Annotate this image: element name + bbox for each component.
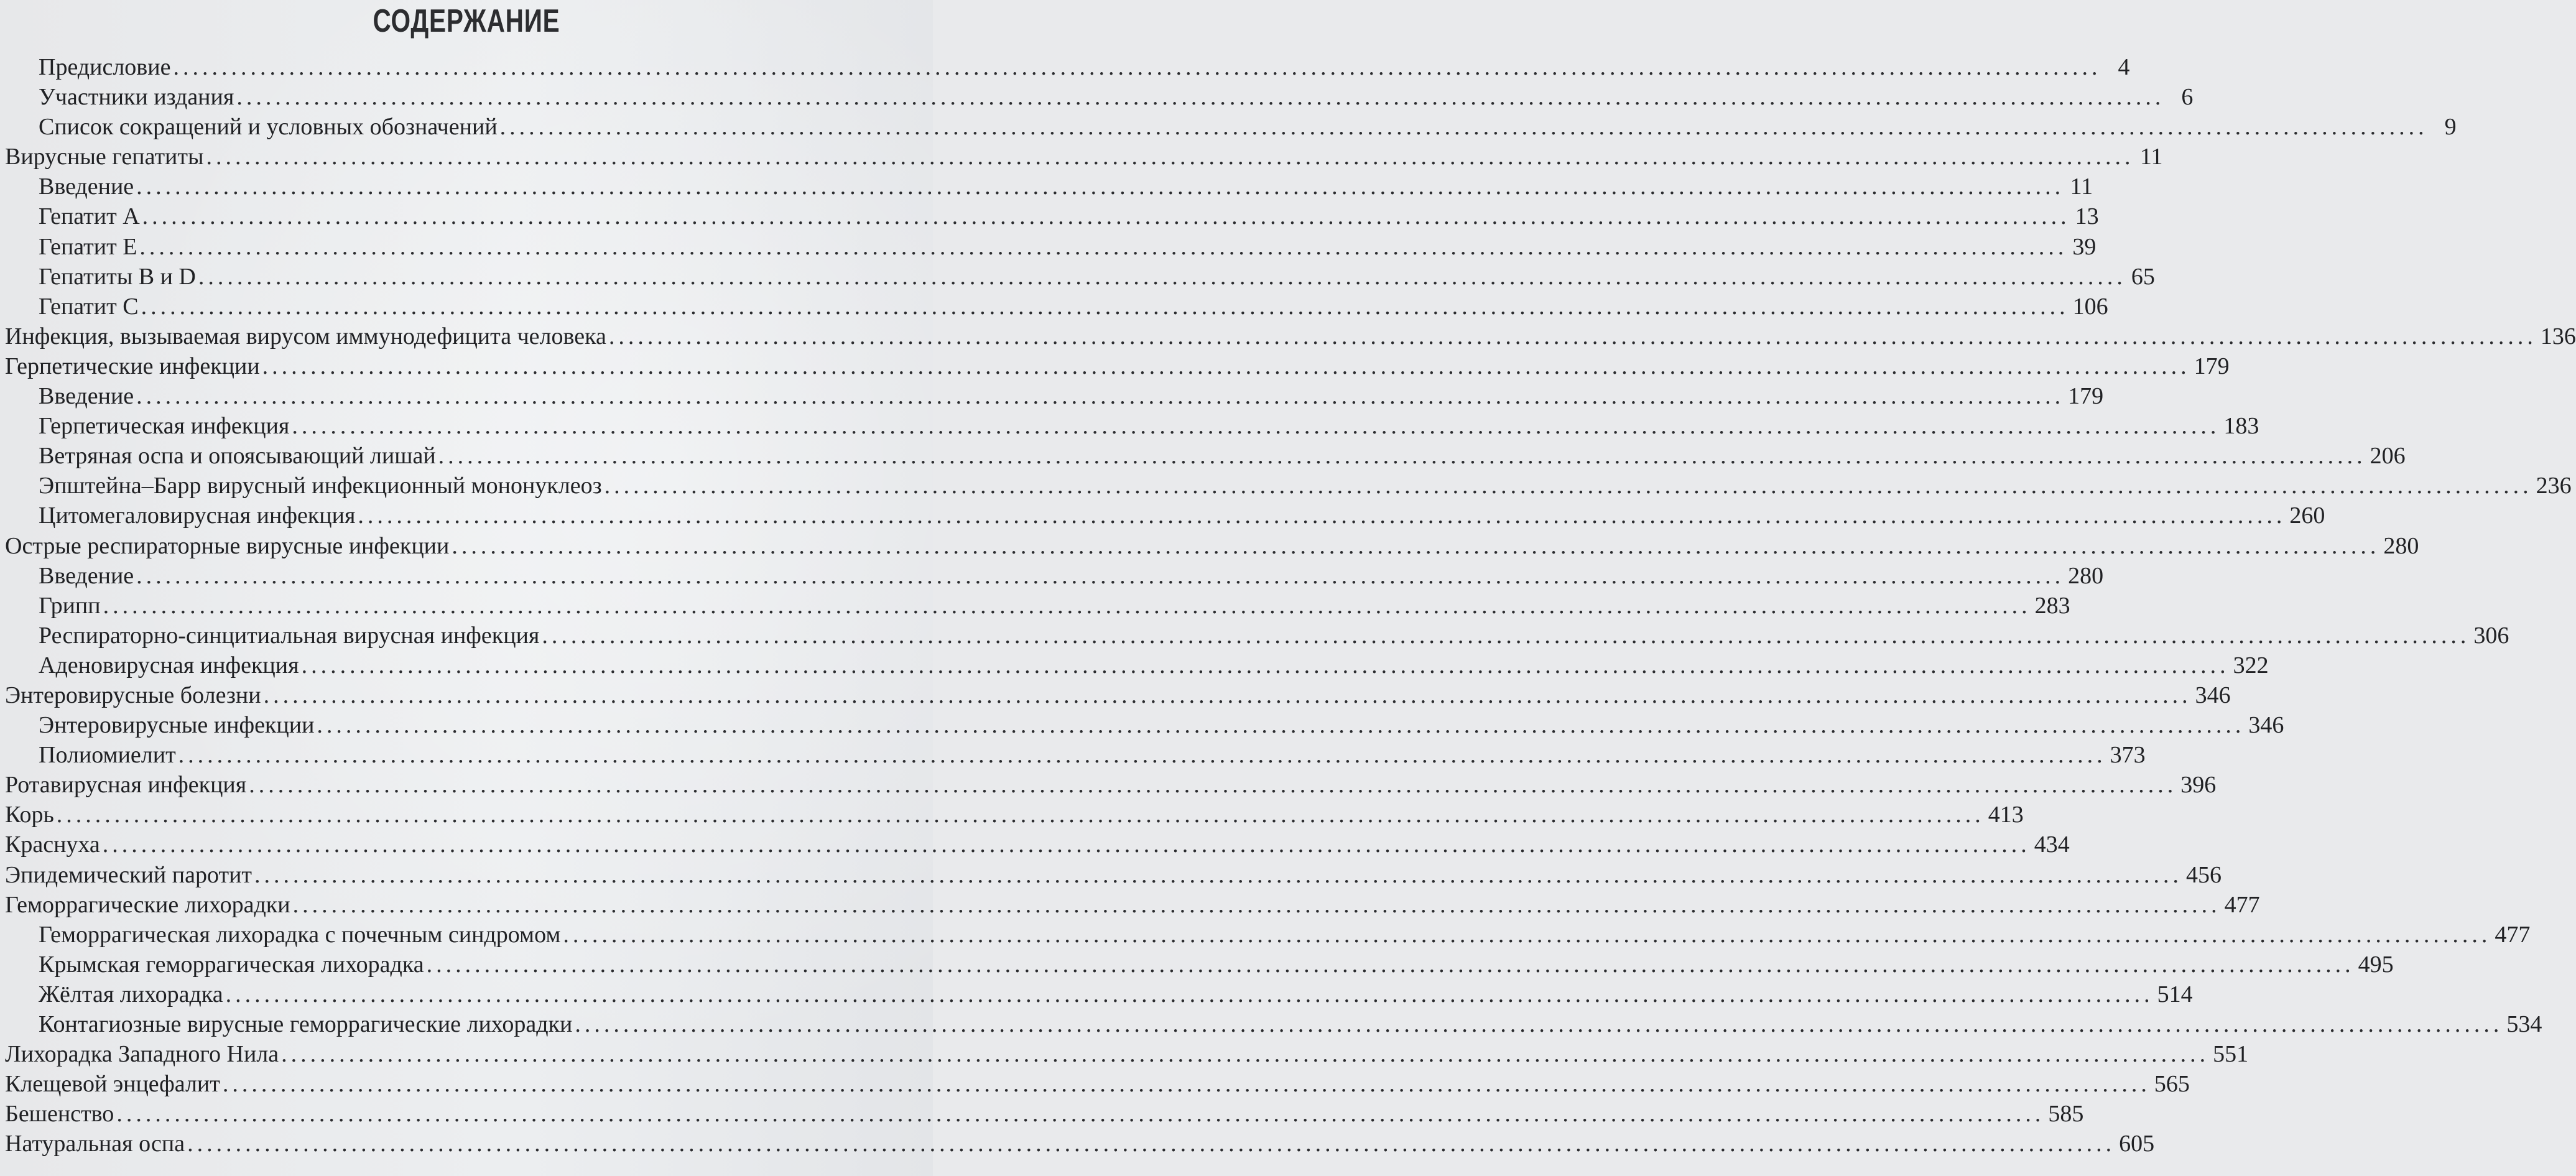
toc-entry-page-number: 4 bbox=[2118, 54, 2130, 80]
toc-entry[interactable] bbox=[5, 531, 2419, 561]
toc-entry-page-number: 322 bbox=[2233, 652, 2269, 678]
toc-entry-title: Гепатиты В и D bbox=[39, 263, 196, 290]
toc-entry[interactable] bbox=[5, 621, 2509, 651]
dot-leader: ........................................................................................................................................................................................................ bbox=[263, 682, 2192, 708]
toc-entry-title: Ротавирусная инфекция bbox=[5, 772, 247, 799]
dot-leader: ........................................................................................................................................................................................................ bbox=[102, 831, 2031, 858]
toc-entry-title: Натуральная оспа bbox=[5, 1131, 185, 1157]
toc-entry-page-number: 183 bbox=[2223, 413, 2259, 440]
toc-entry-page-number: 260 bbox=[2289, 502, 2325, 529]
toc-entry-page-number: 280 bbox=[2383, 532, 2419, 559]
toc-entry-title: Грипп bbox=[39, 592, 101, 619]
dot-leader: ........................................................................................................................................................................................................ bbox=[141, 293, 2069, 320]
toc-entry[interactable] bbox=[5, 1099, 2084, 1129]
toc-entry-page-number: 456 bbox=[2186, 861, 2222, 888]
dot-leader: ........................................................................................................................................................................................................ bbox=[542, 622, 2470, 649]
dot-leader: ........................................................................................................................................................................................................ bbox=[249, 772, 2177, 799]
dot-leader: ........................................................................................................................................................................................................ bbox=[575, 1011, 2503, 1037]
dot-leader: ........................................................................................................................................................................................................ bbox=[103, 592, 2031, 619]
toc-entry-title: Вирусные гепатиты bbox=[5, 144, 204, 170]
dot-leader: ........................................................................................................................................................................................................ bbox=[139, 233, 2068, 260]
toc-entry-title: Предисловие bbox=[39, 54, 171, 80]
toc-entry-page-number: 11 bbox=[2139, 144, 2163, 170]
toc-entry[interactable] bbox=[5, 112, 2457, 142]
dot-leader: ........................................................................................................................................................................................................ bbox=[438, 443, 2366, 470]
toc-entry[interactable] bbox=[5, 411, 2259, 441]
dot-leader: ........................................................................................................................................................................................................ bbox=[563, 921, 2491, 948]
toc-entry[interactable] bbox=[5, 82, 2194, 112]
toc-entry[interactable] bbox=[5, 262, 2155, 292]
dot-leader: ........................................................................................................................................................................................................ bbox=[178, 742, 2106, 769]
table-of-contents bbox=[5, 52, 2576, 1159]
dot-leader: ........................................................................................................................................................................................................ bbox=[198, 263, 2126, 290]
toc-entry[interactable] bbox=[5, 651, 2269, 680]
toc-entry-title: Эпидемический паротит bbox=[5, 861, 253, 888]
dot-leader: ........................................................................................................................................................................................................ bbox=[452, 532, 2380, 559]
toc-entry-page-number: 514 bbox=[2157, 981, 2193, 1007]
toc-entry-title: Острые респираторные вирусные инфекции bbox=[5, 532, 450, 559]
dot-leader: ........................................................................................................................................................................................................ bbox=[301, 652, 2230, 678]
toc-entry-page-number: 585 bbox=[2048, 1101, 2084, 1127]
toc-entry-title: Клещевой энцефалит bbox=[5, 1071, 220, 1098]
toc-entry[interactable] bbox=[5, 441, 2406, 471]
toc-entry[interactable] bbox=[5, 142, 2163, 172]
toc-entry[interactable] bbox=[5, 890, 2260, 920]
toc-entry-page-number: 236 bbox=[2536, 473, 2572, 499]
dot-leader: ........................................................................................................................................................................................................ bbox=[116, 1101, 2045, 1127]
dot-leader: ........................................................................................................................................................................................................ bbox=[254, 861, 2183, 888]
dot-leader: ........................................................................................................................................................................................................ bbox=[358, 502, 2286, 529]
toc-entry-title: Аденовирусная инфекция bbox=[39, 652, 299, 678]
dot-leader: ........................................................................................................................................................................................................ bbox=[236, 84, 2165, 111]
toc-entry[interactable] bbox=[5, 1069, 2190, 1099]
toc-entry-title: Геморрагическая лихорадка с почечным синдромом bbox=[39, 921, 561, 948]
page-title: СОДЕРЖАНИЕ bbox=[373, 3, 560, 39]
dot-leader: ........................................................................................................................................................................................................ bbox=[206, 144, 2134, 170]
toc-entry-page-number: 179 bbox=[2068, 383, 2104, 410]
toc-entry-title: Список сокращений и условных обозначений bbox=[39, 114, 498, 141]
toc-entry-title: Цитомегаловирусная инфекция bbox=[39, 502, 356, 529]
toc-entry-title: Корь bbox=[5, 802, 54, 828]
toc-entry[interactable] bbox=[5, 740, 2146, 770]
dot-leader: ........................................................................................................................................................................................................ bbox=[222, 1071, 2151, 1098]
dot-leader: ........................................................................................................................................................................................................ bbox=[608, 323, 2537, 350]
dot-leader: ........................................................................................................................................................................................................ bbox=[426, 951, 2355, 978]
toc-entry-title: Участники издания bbox=[39, 84, 234, 111]
toc-entry-title: Лихорадка Западного Нила bbox=[5, 1041, 279, 1068]
toc-entry[interactable] bbox=[5, 381, 2104, 411]
toc-entry-title: Введение bbox=[39, 174, 134, 200]
toc-entry-page-number: 9 bbox=[2444, 114, 2457, 141]
toc-entry[interactable] bbox=[5, 52, 2130, 82]
toc-entry-page-number: 373 bbox=[2110, 742, 2146, 769]
toc-entry-title: Контагиозные вирусные геморрагические лихорадки bbox=[39, 1011, 573, 1037]
toc-entry-page-number: 346 bbox=[2195, 682, 2231, 708]
toc-entry-page-number: 179 bbox=[2194, 353, 2230, 379]
toc-entry[interactable] bbox=[5, 1129, 2155, 1159]
dot-leader: ........................................................................................................................................................................................................ bbox=[136, 383, 2065, 410]
dot-leader: ........................................................................................................................................................................................................ bbox=[225, 981, 2154, 1007]
toc-entry-page-number: 346 bbox=[2248, 712, 2284, 739]
toc-entry-page-number: 396 bbox=[2180, 772, 2217, 799]
dot-leader: ........................................................................................................................................................................................................ bbox=[173, 54, 2101, 80]
toc-entry[interactable] bbox=[5, 800, 2024, 830]
toc-entry-title: Инфекция, вызываемая вирусом иммунодефицита человека bbox=[5, 323, 606, 350]
toc-entry-title: Гепатит А bbox=[39, 203, 140, 230]
toc-entry[interactable] bbox=[5, 232, 2096, 262]
dot-leader: ........................................................................................................................................................................................................ bbox=[136, 174, 2065, 200]
toc-entry-title: Энтеровирусные инфекции bbox=[39, 712, 315, 739]
toc-entry[interactable] bbox=[5, 201, 2099, 231]
toc-entry-page-number: 477 bbox=[2495, 921, 2531, 948]
toc-entry-title: Бешенство bbox=[5, 1101, 114, 1127]
toc-entry-title: Ветряная оспа и опоясывающий лишай bbox=[39, 443, 436, 470]
toc-entry[interactable] bbox=[5, 770, 2217, 800]
toc-entry[interactable] bbox=[5, 710, 2284, 740]
toc-entry-page-number: 136 bbox=[2540, 323, 2576, 350]
toc-entry-title: Введение bbox=[39, 383, 134, 410]
toc-entry-title: Герпетическая инфекция bbox=[39, 413, 290, 440]
toc-entry-title: Герпетические инфекции bbox=[5, 353, 260, 379]
toc-entry-title: Гепатит С bbox=[39, 293, 139, 320]
dot-leader: ........................................................................................................................................................................................................ bbox=[187, 1131, 2116, 1157]
toc-entry-title: Введение bbox=[39, 562, 134, 589]
dot-leader: ........................................................................................................................................................................................................ bbox=[142, 203, 2070, 230]
toc-entry[interactable] bbox=[5, 1039, 2249, 1069]
toc-entry-page-number: 206 bbox=[2370, 443, 2406, 470]
toc-entry-page-number: 65 bbox=[2131, 263, 2155, 290]
toc-entry-page-number: 11 bbox=[2070, 174, 2093, 200]
toc-entry[interactable] bbox=[5, 680, 2231, 710]
toc-entry-title: Краснуха bbox=[5, 831, 100, 858]
dot-leader: ........................................................................................................................................................................................................ bbox=[56, 802, 1985, 828]
toc-entry-title: Геморрагические лихорадки bbox=[5, 891, 290, 918]
toc-entry[interactable] bbox=[5, 860, 2222, 890]
toc-entry[interactable] bbox=[5, 322, 2576, 351]
toc-entry[interactable] bbox=[5, 561, 2104, 591]
dot-leader: ........................................................................................................................................................................................................ bbox=[262, 353, 2190, 379]
toc-entry[interactable] bbox=[5, 920, 2531, 950]
toc-entry-title: Крымская геморрагическая лихорадка bbox=[39, 951, 424, 978]
toc-entry-page-number: 565 bbox=[2154, 1071, 2190, 1098]
toc-entry-page-number: 280 bbox=[2068, 562, 2104, 589]
dot-leader: ........................................................................................................................................................................................................ bbox=[281, 1041, 2210, 1068]
toc-entry-page-number: 39 bbox=[2072, 233, 2096, 260]
toc-entry[interactable] bbox=[5, 351, 2230, 381]
toc-entry[interactable] bbox=[5, 591, 2070, 621]
toc-entry-title: Энтеровирусные болезни bbox=[5, 682, 261, 708]
dot-leader: ........................................................................................................................................................................................................ bbox=[292, 413, 2220, 440]
toc-entry-title: Респираторно-синцитиальная вирусная инфекция bbox=[39, 622, 540, 649]
toc-entry-page-number: 6 bbox=[2181, 84, 2194, 111]
toc-entry[interactable] bbox=[5, 172, 2093, 201]
toc-entry-page-number: 13 bbox=[2075, 203, 2099, 230]
dot-leader: ........................................................................................................................................................................................................ bbox=[604, 473, 2532, 499]
dot-leader: ........................................................................................................................................................................................................ bbox=[317, 712, 2245, 739]
toc-entry[interactable] bbox=[5, 950, 2394, 979]
toc-entry[interactable] bbox=[5, 501, 2325, 530]
toc-entry-page-number: 605 bbox=[2119, 1131, 2155, 1157]
toc-entry[interactable] bbox=[5, 979, 2193, 1009]
toc-entry-page-number: 534 bbox=[2506, 1011, 2542, 1037]
toc-entry-title: Гепатит Е bbox=[39, 233, 137, 260]
dot-leader: ........................................................................................................................................................................................................ bbox=[136, 562, 2065, 589]
toc-entry[interactable] bbox=[5, 292, 2108, 322]
toc-entry-page-number: 477 bbox=[2224, 891, 2260, 918]
toc-entry[interactable] bbox=[5, 830, 2070, 859]
toc-entry[interactable] bbox=[5, 1009, 2542, 1039]
dot-leader: ........................................................................................................................................................................................................ bbox=[292, 891, 2221, 918]
toc-entry-title: Эпштейна–Барр вирусный инфекционный мононуклеоз bbox=[39, 473, 602, 499]
dot-leader: ........................................................................................................................................................................................................ bbox=[499, 114, 2428, 141]
toc-entry-page-number: 434 bbox=[2034, 831, 2070, 858]
toc-entry-title: Жёлтая лихорадка bbox=[39, 981, 223, 1007]
toc-entry-page-number: 413 bbox=[1988, 802, 2024, 828]
toc-entry-page-number: 551 bbox=[2213, 1041, 2249, 1068]
toc-entry-page-number: 106 bbox=[2072, 293, 2108, 320]
toc-entry[interactable] bbox=[5, 471, 2572, 501]
toc-entry-page-number: 283 bbox=[2034, 592, 2070, 619]
toc-entry-title: Полиомиелит bbox=[39, 742, 176, 769]
toc-entry-page-number: 306 bbox=[2473, 622, 2509, 649]
toc-entry-page-number: 495 bbox=[2358, 951, 2394, 978]
